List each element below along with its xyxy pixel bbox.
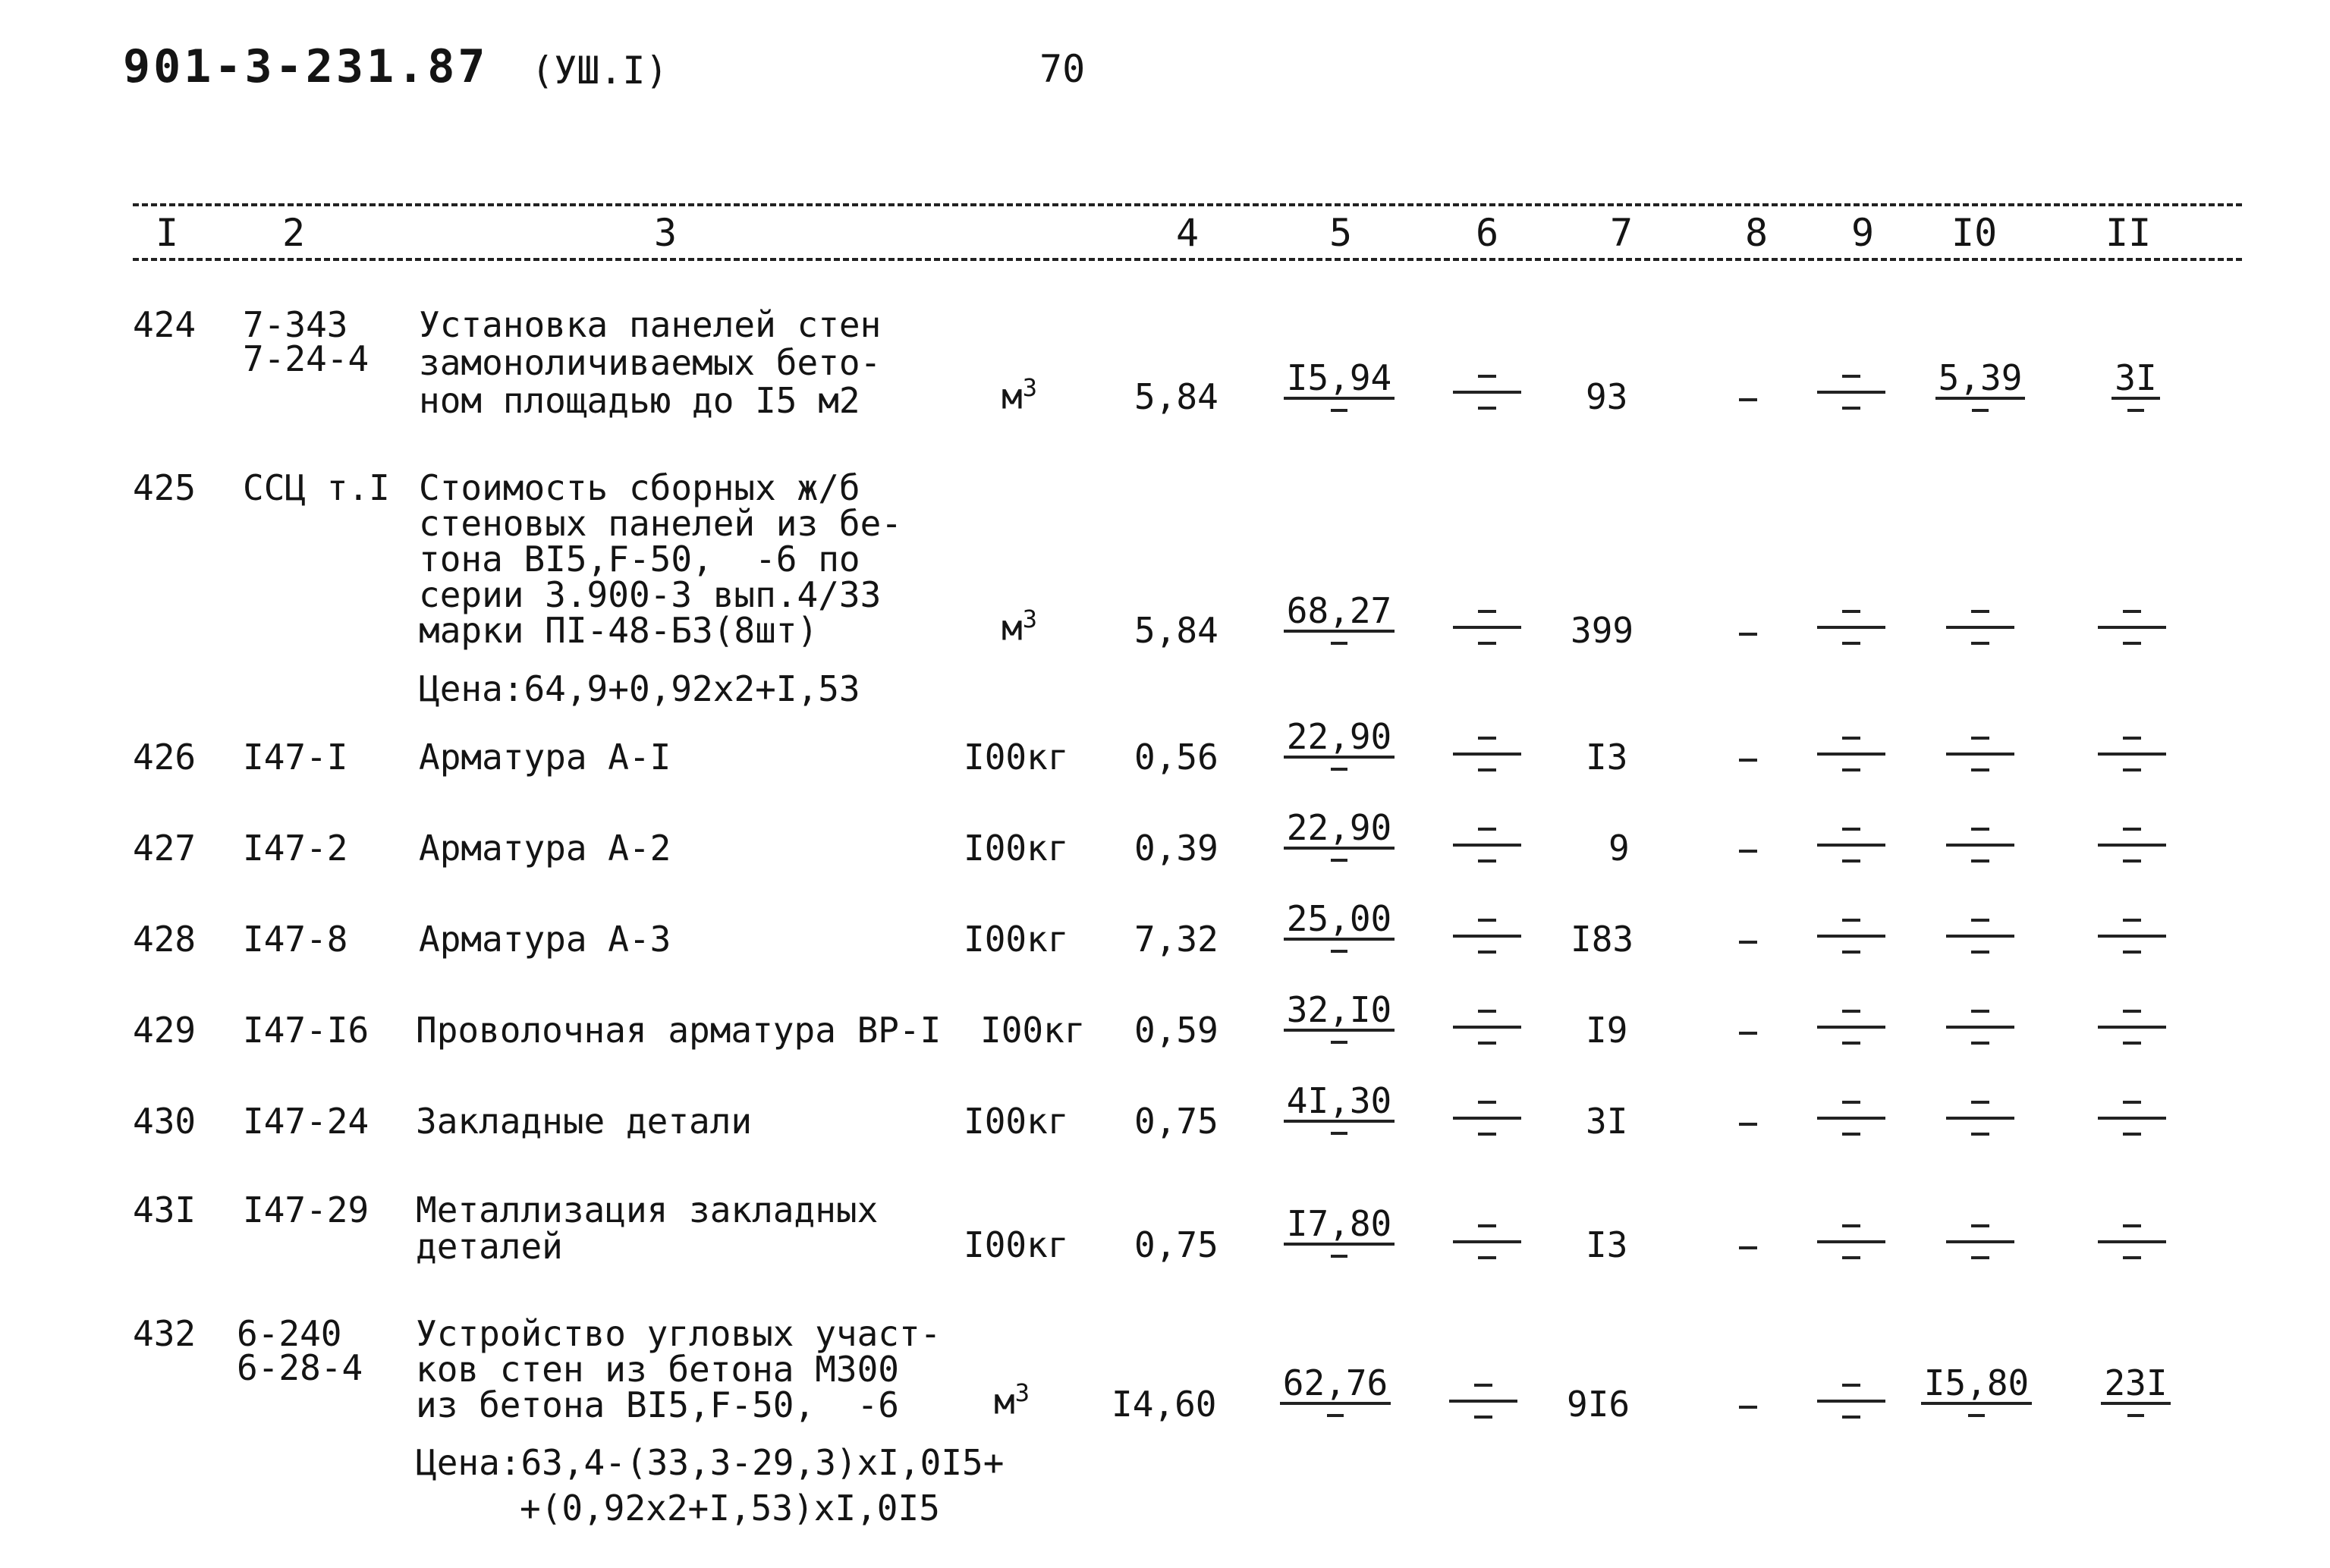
row-number: 426 — [133, 737, 197, 778]
row-unit: $м^3$ — [1001, 605, 1037, 649]
row-unit: I00кг — [964, 737, 1069, 778]
price-value: 68,27 — [1284, 593, 1395, 633]
dash-mark — [1739, 1406, 1757, 1409]
empty-fraction-mark — [2098, 823, 2166, 866]
price-value: 4I,30 — [1284, 1083, 1395, 1123]
row-description: деталей — [416, 1226, 563, 1267]
row-price-note: +(0,92x2+I,53)xI,0I5 — [520, 1488, 940, 1529]
empty-fraction-mark — [1946, 732, 2014, 775]
col10-value: 5,39 — [1935, 360, 2026, 400]
empty-fraction-mark — [2098, 1096, 2166, 1139]
row-unit-price — [1282, 590, 1396, 645]
row-quantity: 0,75 — [1134, 1224, 1218, 1265]
row-price-note: Цена:64,9+0,92x2+I,53 — [419, 668, 860, 709]
row-description: ков стен из бетона М300 — [416, 1349, 899, 1390]
row-description: Проволочная арматура BP-I — [416, 1010, 942, 1051]
column-header: 7 — [1610, 211, 1634, 255]
empty-fraction-mark — [1449, 1379, 1517, 1422]
row-description: из бетона BI5,F-50, -6 — [416, 1384, 899, 1425]
dash-mark — [1739, 633, 1757, 636]
row-description: Закладные детали — [416, 1101, 753, 1142]
row-description: Арматура А-2 — [419, 828, 671, 869]
dash-mark — [1739, 759, 1757, 762]
row-unit: $м^3$ — [1001, 373, 1037, 417]
row-unit: I00кг — [964, 828, 1069, 869]
row-description: Арматура А-3 — [419, 919, 671, 960]
column-header: II — [2105, 211, 2152, 255]
empty-fraction-mark — [1817, 914, 1885, 957]
empty-fraction-mark — [1453, 1220, 1521, 1262]
row-quantity: 5,84 — [1134, 376, 1218, 417]
price-value: 22,90 — [1284, 719, 1395, 759]
row-total: I9 — [1586, 1010, 1628, 1051]
row-unit: $м^3$ — [994, 1378, 1030, 1422]
price-value: I7,80 — [1284, 1206, 1395, 1246]
row-description: стеновых панелей из бе- — [419, 503, 902, 544]
col11-value: 3I — [2111, 360, 2159, 400]
row-unit-price — [1282, 357, 1396, 412]
empty-fraction-mark — [2098, 914, 2166, 957]
row-code: I47-29 — [243, 1189, 369, 1230]
empty-fraction-mark — [1946, 605, 2014, 648]
row-code: ССЦ т.I — [243, 467, 390, 508]
row-description: замоноличиваемых бето- — [419, 342, 882, 383]
row-number: 427 — [133, 828, 197, 869]
row-number: 429 — [133, 1010, 197, 1051]
row-total: I3 — [1586, 737, 1628, 778]
empty-fraction-mark — [2098, 1220, 2166, 1262]
row-total: 9I6 — [1567, 1384, 1630, 1425]
header-bottom-rule — [133, 258, 2242, 261]
price-value: 25,00 — [1284, 901, 1395, 941]
row-code: I47-I6 — [243, 1010, 369, 1051]
document-code: 901-3-231.87 — [123, 40, 489, 93]
empty-fraction-mark — [1817, 823, 1885, 866]
row-unit: I00кг — [964, 919, 1069, 960]
column-header: 9 — [1851, 211, 1875, 255]
row-unit: I00кг — [964, 1101, 1069, 1142]
dash-mark — [1739, 398, 1757, 401]
column-header: 3 — [654, 211, 678, 255]
row-code: I47-8 — [243, 919, 348, 960]
empty-fraction-mark — [1817, 732, 1885, 775]
row-unit: I00кг — [980, 1010, 1086, 1051]
row-quantity: 0,75 — [1134, 1101, 1218, 1142]
section-label: (УШ.I) — [531, 49, 668, 93]
row-quantity: 0,39 — [1134, 828, 1218, 869]
row-quantity: 0,59 — [1134, 1010, 1218, 1051]
row-description: Установка панелей стен — [419, 304, 882, 345]
dash-mark — [1739, 941, 1757, 944]
dash-mark — [1739, 1246, 1757, 1249]
row-number: 424 — [133, 304, 197, 345]
empty-fraction-mark — [2098, 1005, 2166, 1048]
row-number: 425 — [133, 467, 197, 508]
empty-fraction-mark — [1817, 605, 1885, 648]
row-unit-price — [1282, 898, 1396, 953]
empty-fraction-mark — [1946, 1005, 2014, 1048]
row-col10 — [1920, 1362, 2033, 1417]
empty-fraction-mark — [1817, 1220, 1885, 1262]
empty-fraction-mark — [1817, 1096, 1885, 1139]
row-description: Металлизация закладных — [416, 1189, 879, 1230]
row-code: I47-2 — [243, 828, 348, 869]
row-quantity: 7,32 — [1134, 919, 1218, 960]
empty-fraction-mark — [2098, 732, 2166, 775]
row-description: серии 3.900-3 вып.4/33 — [419, 574, 882, 615]
row-number: 428 — [133, 919, 197, 960]
column-header: 8 — [1745, 211, 1769, 255]
column-header: I0 — [1951, 211, 1998, 255]
row-total: 9 — [1608, 828, 1630, 869]
row-total: 93 — [1586, 376, 1628, 417]
row-unit: I00кг — [964, 1224, 1069, 1265]
row-description: тона BI5,F-50, -6 по — [419, 539, 860, 580]
column-header: 6 — [1476, 211, 1499, 255]
empty-fraction-mark — [1946, 914, 2014, 957]
row-description: Устройство угловых участ- — [416, 1313, 942, 1354]
row-code: 6-28-4 — [237, 1347, 363, 1388]
price-value: 62,76 — [1280, 1365, 1391, 1405]
empty-fraction-mark — [1453, 732, 1521, 775]
empty-fraction-mark — [1817, 1379, 1885, 1422]
col11-value: 23I — [2101, 1365, 2170, 1405]
row-description: Стоимость сборных ж/б — [419, 467, 860, 508]
row-description: марки ПI-48-Б3(8шт) — [419, 610, 819, 651]
row-code: I47-24 — [243, 1101, 369, 1142]
empty-fraction-mark — [1453, 1096, 1521, 1139]
empty-fraction-mark — [1946, 823, 2014, 866]
column-header: I — [156, 211, 179, 255]
row-code: 6-240 — [237, 1313, 342, 1354]
dash-mark — [1739, 1032, 1757, 1035]
price-value: I5,94 — [1284, 360, 1395, 400]
row-unit-price — [1282, 716, 1396, 771]
row-unit-price — [1278, 1362, 1392, 1417]
row-description: ном площадью до I5 м2 — [419, 380, 860, 421]
row-description: Арматура А-I — [419, 737, 671, 778]
row-code: 7-343 — [243, 304, 348, 345]
row-total: 399 — [1571, 610, 1634, 651]
empty-fraction-mark — [1453, 823, 1521, 866]
empty-fraction-mark — [1453, 370, 1521, 413]
row-unit-price — [1282, 1080, 1396, 1135]
row-col10 — [1923, 357, 2037, 412]
empty-fraction-mark — [1817, 370, 1885, 413]
row-code: I47-I — [243, 737, 348, 778]
row-number: 430 — [133, 1101, 197, 1142]
empty-fraction-mark — [1453, 914, 1521, 957]
empty-fraction-mark — [1817, 1005, 1885, 1048]
col10-value: I5,80 — [1921, 1365, 2032, 1405]
price-value: 32,I0 — [1284, 992, 1395, 1032]
price-value: 22,90 — [1284, 810, 1395, 850]
row-unit-price — [1282, 807, 1396, 862]
row-total: 3I — [1586, 1101, 1628, 1142]
row-quantity: 5,84 — [1134, 610, 1218, 651]
row-total: I3 — [1586, 1224, 1628, 1265]
empty-fraction-mark — [1946, 1096, 2014, 1139]
header-top-rule — [133, 203, 2242, 206]
row-total: I83 — [1571, 919, 1634, 960]
row-quantity: 0,56 — [1134, 737, 1218, 778]
row-quantity: I4,60 — [1112, 1384, 1217, 1425]
page-number: 70 — [1039, 47, 1086, 91]
row-col11 — [2079, 357, 2193, 412]
column-header: 5 — [1329, 211, 1353, 255]
row-unit-price — [1282, 989, 1396, 1044]
row-col11 — [2079, 1362, 2193, 1417]
dash-mark — [1739, 850, 1757, 853]
empty-fraction-mark — [2098, 605, 2166, 648]
row-number: 432 — [133, 1313, 197, 1354]
empty-fraction-mark — [1946, 1220, 2014, 1262]
empty-fraction-mark — [1453, 605, 1521, 648]
row-unit-price — [1282, 1203, 1396, 1258]
row-price-note: Цена:63,4-(33,3-29,3)xI,0I5+ — [416, 1442, 1005, 1483]
dash-mark — [1739, 1123, 1757, 1126]
row-number: 43I — [133, 1189, 197, 1230]
empty-fraction-mark — [1453, 1005, 1521, 1048]
column-header: 4 — [1176, 211, 1200, 255]
column-header: 2 — [282, 211, 306, 255]
row-code: 7-24-4 — [243, 338, 369, 379]
